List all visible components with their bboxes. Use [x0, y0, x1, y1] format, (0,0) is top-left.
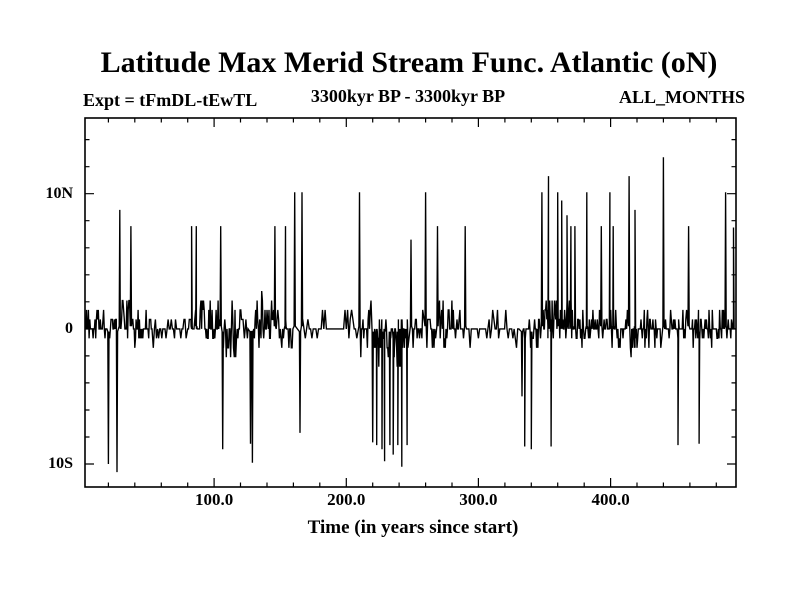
subtitle-period: 3300kyr BP - 3300kyr BP: [310, 86, 506, 106]
subtitle-months: ALL_MONTHS: [618, 87, 745, 107]
x-tick-label: 200.0: [327, 490, 366, 509]
y-tick-label: 0: [65, 319, 73, 337]
y-tick-label: 10N: [45, 184, 73, 202]
chart-title: Latitude Max Merid Stream Func. Atlantic (oN): [100, 46, 718, 79]
x-tick-label: 300.0: [459, 490, 498, 509]
x-axis-title: Time (in years since start): [307, 517, 519, 538]
x-tick-label: 400.0: [591, 490, 630, 509]
subtitle-experiment: Expt = tFmDL-tEwTL: [83, 90, 258, 110]
y-tick-label: 10S: [48, 455, 73, 473]
data-series-line: [85, 157, 735, 472]
x-tick-label: 100.0: [194, 490, 234, 509]
